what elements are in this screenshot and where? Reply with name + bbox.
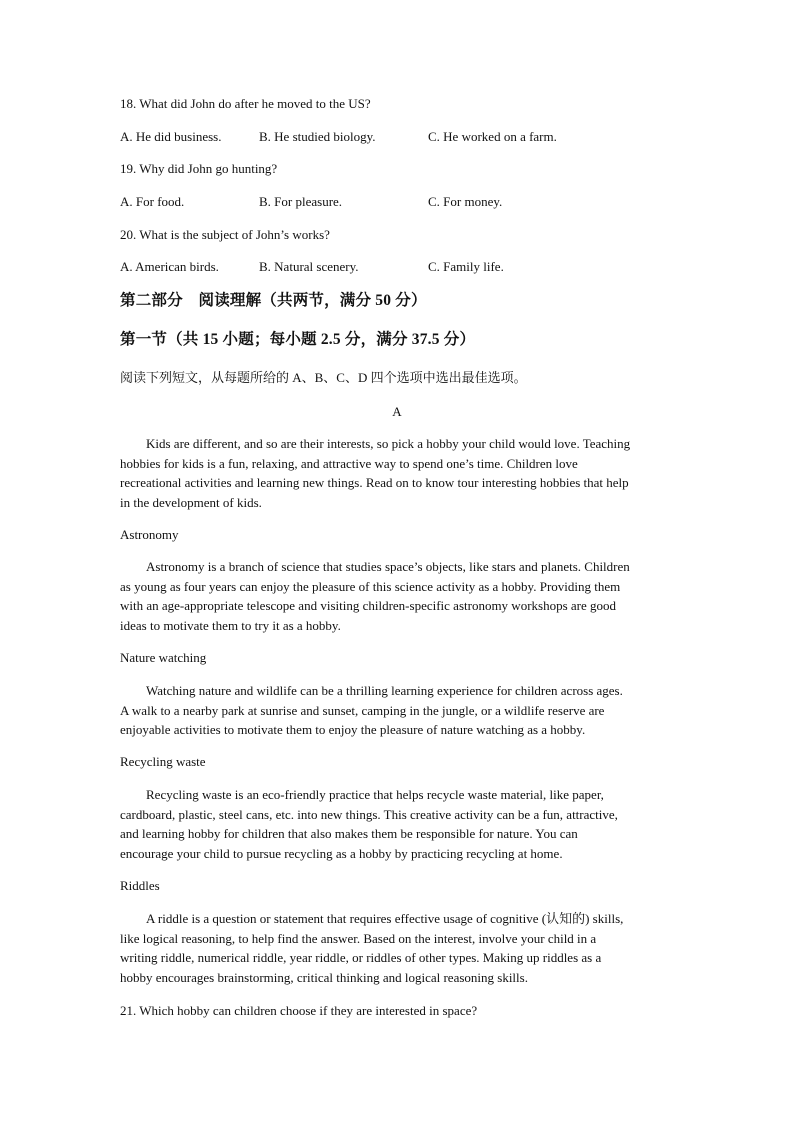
instruction: 阅读下列短文，从每题所给的 A、B、C、D 四个选项中选出最佳选项。	[120, 370, 527, 385]
question-18: 18. What did John do after he moved to the US?	[120, 96, 371, 111]
passage-label: A	[392, 404, 402, 419]
question-19-option-a: A. For food.	[120, 194, 185, 209]
intro-line: in the development of kids.	[120, 494, 262, 510]
paragraph-line: Recycling waste is an eco-friendly practice that helps recycle waste material, like paper,	[146, 787, 604, 802]
paragraph-line: cardboard, plastic, steel cans, etc. into new things. This creative activity can be a fun, attractive,	[120, 806, 618, 822]
question-20-option-b: B. Natural scenery.	[259, 259, 359, 274]
paragraph-line: ideas to motivate them to try it as a hobby.	[120, 617, 341, 633]
paragraph-line: like logical reasoning, to help find the answer. Based on the interest, involve your child in a	[120, 930, 597, 946]
part-title: 第二部分 阅读理解（共两节，满分 50 分）	[120, 292, 427, 309]
question-18-option-a: A. He did business.	[120, 129, 222, 144]
hobby-paragraph-recycling-waste	[120, 785, 672, 863]
question-19: 19. Why did John go hunting?	[120, 161, 278, 176]
paragraph-line: as young as four years can enjoy the pleasure of this science activity as a hobby. Providing them	[120, 578, 621, 594]
intro-line: recreational activities and learning new things. Read on to know tour interesting hobbies that help	[120, 475, 629, 490]
paragraph-line: A riddle is a question or statement that requires effective usage of cognitive (认知的) skills,	[146, 911, 624, 926]
section-title: 第一节（共 15 小题；每小题 2.5 分，满分 37.5 分）	[120, 331, 476, 348]
question-20-option-c: C. Family life.	[428, 259, 504, 274]
hobby-paragraph-nature-watching	[120, 681, 672, 740]
question-18-option-b: B. He studied biology.	[259, 129, 376, 144]
paragraph-line: writing riddle, numerical riddle, year riddle, or riddles of other types. Making up riddles as a	[120, 950, 602, 965]
hobby-paragraph-riddles	[120, 909, 672, 987]
paragraph-line: enjoyable activities to motivate them to enjoy the pleasure of nature watching as a hobby.	[120, 722, 586, 737]
question-20-option-a: A. American birds.	[120, 259, 219, 274]
paragraph-line: and learning hobby for children that also makes them be responsible for nature. You can	[120, 826, 578, 841]
question-20: 20. What is the subject of John’s works?	[120, 227, 330, 242]
hobby-title-riddles: Riddles	[120, 878, 160, 893]
paragraph-line: with an age-appropriate telescope and visiting children-specific astronomy workshops are good	[120, 598, 617, 613]
question-18-option-c: C. He worked on a farm.	[428, 129, 557, 144]
hobby-paragraph-astronomy	[120, 557, 672, 635]
paragraph-line: A walk to a nearby park at sunrise and sunset, camping in the jungle, or a wildlife reserve are	[120, 702, 605, 718]
hobby-title-nature-watching: Nature watching	[120, 650, 207, 665]
intro-line: hobbies for kids is a fun, relaxing, and attractive way to spend one’s time. Children love	[120, 455, 578, 471]
hobby-title-astronomy: Astronomy	[120, 527, 179, 542]
intro-paragraph	[120, 434, 672, 512]
paragraph-line: Watching nature and wildlife can be a thrilling learning experience for children across ages.	[146, 683, 623, 698]
hobby-title-recycling-waste: Recycling waste	[120, 754, 206, 769]
paragraph-line: hobby encourages brainstorming, critical thinking and logical reasoning skills.	[120, 969, 528, 985]
paragraph-line: encourage your child to pursue recycling as a hobby by practicing recycling at home.	[120, 845, 563, 861]
intro-line: Kids are different, and so are their interests, so pick a hobby your child would love. Teaching	[146, 436, 631, 451]
question-19-option-b: B. For pleasure.	[259, 194, 343, 209]
question-19-option-c: C. For money.	[428, 194, 503, 209]
paragraph-line: Astronomy is a branch of science that studies space’s objects, like stars and planets. Children	[146, 559, 630, 574]
question-21: 21. Which hobby can children choose if they are interested in space?	[120, 1003, 478, 1018]
